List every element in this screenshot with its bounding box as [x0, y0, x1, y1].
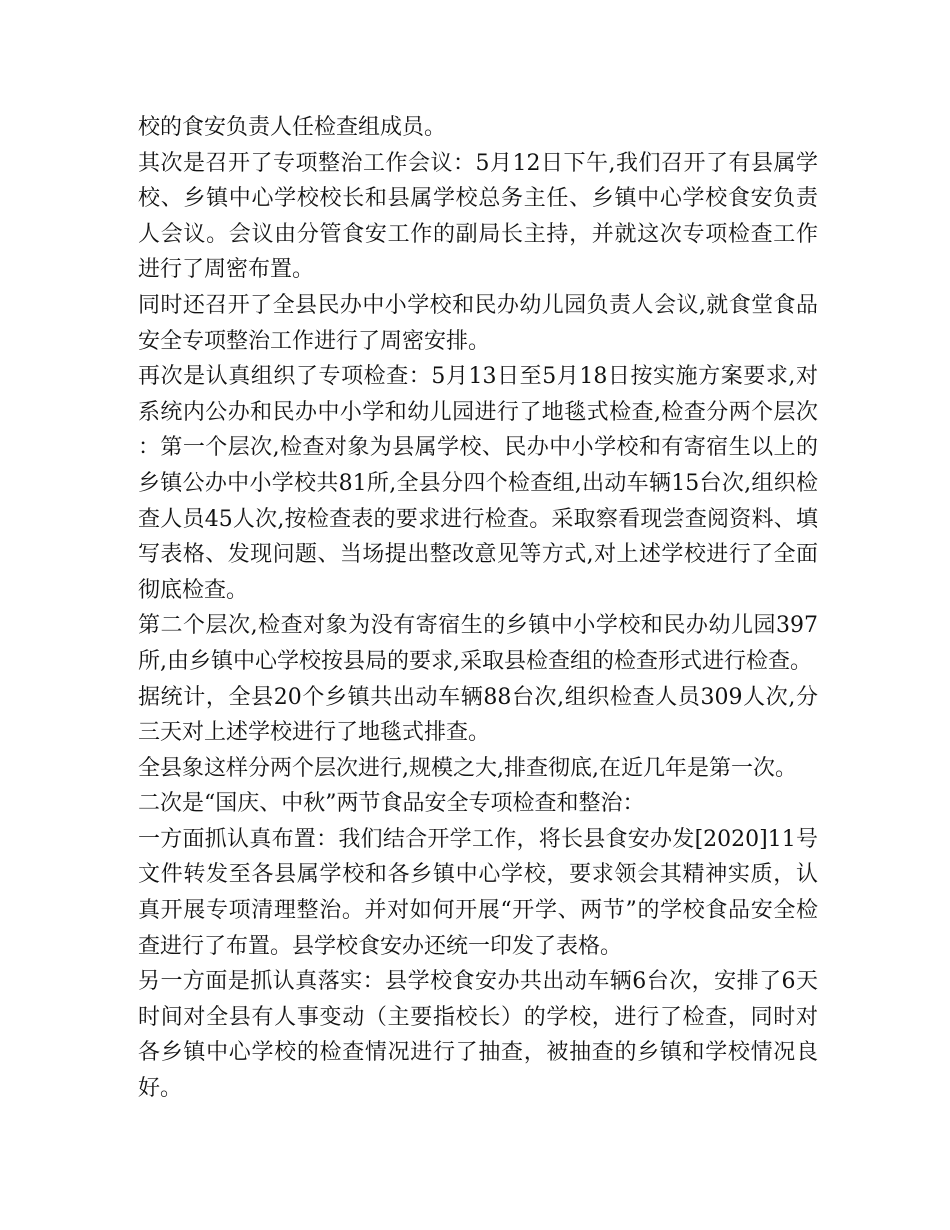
paragraph-9: 一方面抓认真布置：我们结合开学工作，将长县食安办发[2020]11号文件转发至各县属学校和各乡镇中心学校，要求领会其精神实质，认真开展专项清理整治。并对如何开展“开学、两节”的学校食品安全检查进行了布置。县学校食安办还统一印发了表格。: [138, 826, 818, 959]
paragraph-5: 第二个层次,检查对象为没有寄宿生的乡镇中小学校和民办幼儿园397所,由乡镇中心学校按县局的要求,采取县检查组的检查形式进行检查。: [138, 613, 818, 674]
paragraph-3: 同时还召开了全县民办中小学校和民办幼儿园负责人会议,就食堂食品安全专项整治工作进行了周密安排。: [138, 292, 818, 354]
paragraph-8: 二次是“国庆、中秋”两节食品安全专项检查和整治：: [138, 791, 645, 817]
paragraph-10: 另一方面是抓认真落实：县学校食安办共出动车辆6台次，安排了6天时间对全县有人事变动（主要指校长）的学校，进行了检查，同时对各乡镇中心学校的检查情况进行了抽查，被抽查的乡镇和学校情况良好。: [138, 969, 818, 1102]
paragraph-2: 其次是召开了专项整治工作会议：5月12日下午,我们召开了有县属学校、乡镇中心学校校长和县属学校总务主任、乡镇中心学校食安负责人会议。会议由分管食安工作的副局长主持，并就这次专项检查工作进行了周密布置。: [138, 150, 818, 283]
paragraph-7: 全县象这样分两个层次进行,规模之大,排查彻底,在近几年是第一次。: [138, 755, 797, 781]
document-body: [138, 110, 818, 1107]
paragraph-4: 再次是认真组织了专项检查：5月13日至5月18日按实施方案要求,对系统内公办和民办中小学和幼儿园进行了地毯式检查,检查分两个层次：第一个层次,检查对象为县属学校、民办中小学校和有寄宿生以上的乡镇公办中小学校共81所,全县分四个检查组,出动车辆15台次,组织检查人员45人次,按检查表的要求进行检查。采取察看现尝查阅资料、填写表格、发现问题、当场提出整改意见等方式,对上述学校进行了全面彻底检查。: [138, 364, 818, 603]
paragraph-1: 校的食安负责人任检查组成员。: [138, 115, 447, 140]
paragraph-6: 据统计，全县20个乡镇共出动车辆88台次,组织检查人员309人次,分三天对上述学校进行了地毯式排查。: [138, 684, 818, 746]
